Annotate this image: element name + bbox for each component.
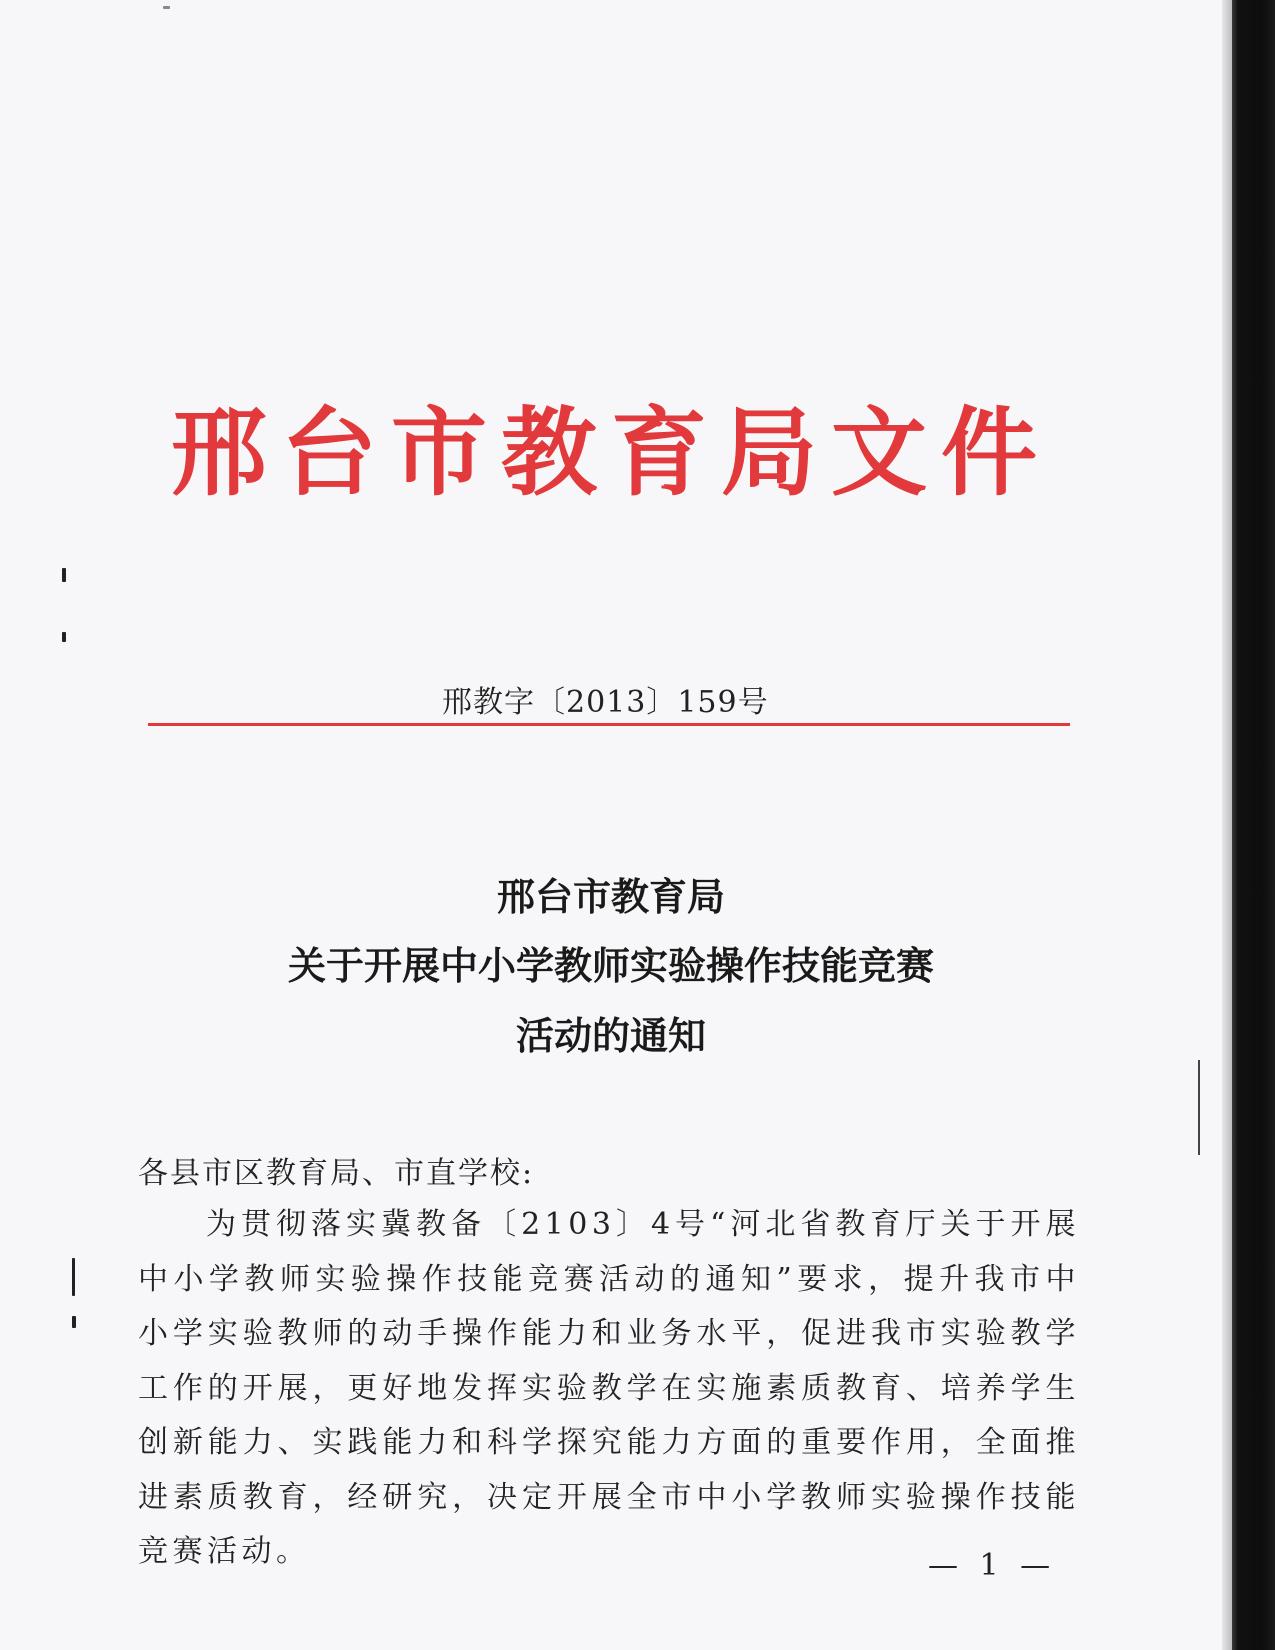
scan-edge-highlight [1222,0,1232,1650]
notice-title-line-1: 邢台市教育局 [496,874,725,919]
scan-speck [62,632,66,642]
salutation: 各县市区教育局、市直学校: [138,1156,535,1191]
scan-edge-mark [1198,1060,1200,1155]
page-number: — 1 — [928,1548,1057,1583]
scan-speck [72,1316,76,1328]
scan-speck [163,6,170,9]
notice-title-line-3: 活动的通知 [515,1013,706,1058]
body-paragraph: 为贯彻落实冀教备〔2103〕4号“河北省教育厅关于开展中小学教师实验操作技能竞赛活动的通知”要求，提升我市中小学实验教师的动手操作能力和业务水平，促进我市实验教学工作的开展，更好地发挥实验教学在实施素质教育、培养学生创新能力、实践能力和科学探究能力方面的重要作用，全面推进素质教育，经研究，决定开展全市中小学教师实验操作技能竞赛活动。 [138,1207,1080,1569]
scan-edge-shadow [1232,0,1275,1650]
header-divider-rule [148,723,1070,726]
scan-speck [72,1258,75,1296]
scan-speck [62,568,66,582]
notice-title-line-2: 关于开展中小学教师实验操作技能竞赛 [287,943,934,988]
document-header-title: 邢台市教育局文件 [171,396,1051,509]
document-number: 邢教字〔2013〕159号 [442,685,769,720]
